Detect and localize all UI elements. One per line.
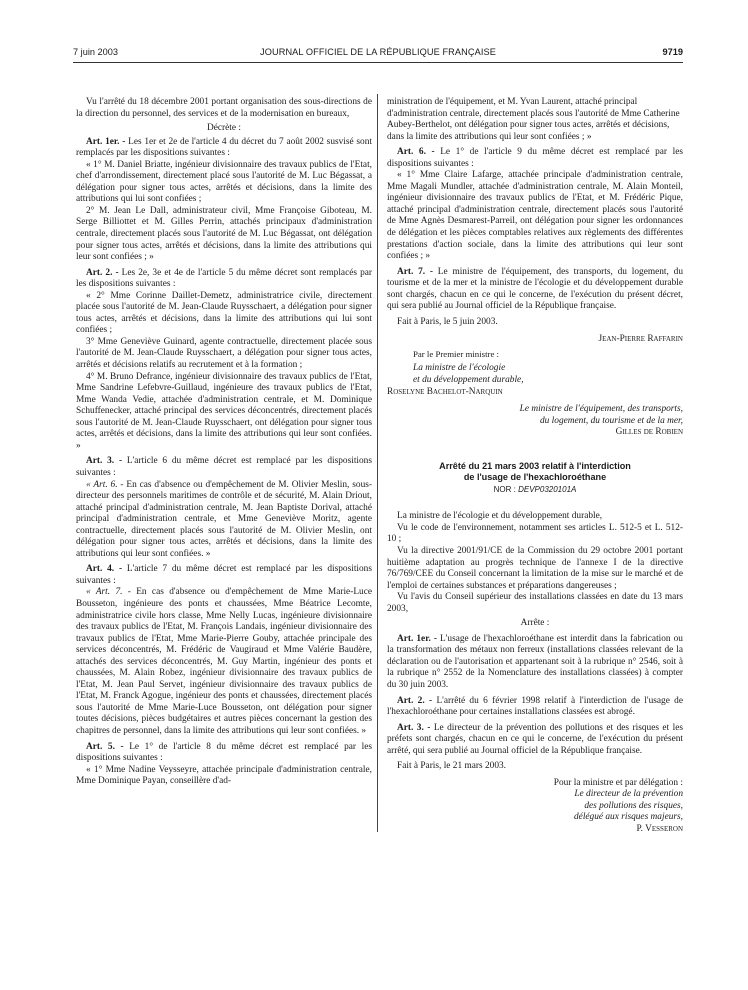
paragraph-text: Décrète : [207,123,241,134]
paragraph [76,268,372,291]
paragraph-text: La ministre de l'écologie et du développement durable, [397,511,603,522]
paragraph-text: Le ministre de l'équipement, des transports, du logement, du tourisme et de la mer et la ministre de l'écologie et du développement durable sont chargés, chacun en ce qui le concerne, de l'exécution du présent décret, qui sera publié au Journal officiel de la République française. [387,266,683,312]
arrete-nor [387,484,683,496]
header-page-number: 9719 [662,47,683,57]
paragraph-text: Les 1er et 2e de l'article 4 du décret du 7 août 2002 susvisé sont remplacés par les dispositions suivantes : [76,136,372,159]
signature-min-eq-line1: Le ministre de l'équipement, des transports, [519,404,683,415]
paragraph [387,317,683,329]
paragraph [387,511,683,523]
signature-min-eco-line1: La ministre de l'écologie [413,363,506,374]
paragraph-text: - En cas d'absence ou d'empêchement de M. Olivier Meslin, sous-directeur des personnels maritimes de contrôle et de sécurité, M. Alain Driout, attaché principal d'administration centrale, M. Jean Baptiste Dorival, attaché principal d'administration centrale, et Mme Geneviève Moritz, agente contractuelle, directement placés sous l'autorité de M. Olivier Meslin, ont délégation pour signer tous actes, arrêtés et décisions, dans la limite des attributions qui leur sont confiées. » [76,479,372,559]
paragraph-text: L'article 6 du même décret est remplacé par les dispositions suivantes : [76,456,372,478]
paragraph [387,761,683,773]
arrete-title-line2: de l'usage de l'hexachloroéthane [463,471,607,482]
paragraph-text: ministration de l'équipement, et M. Yvan Laurent, attaché principal d'administration centrale, directement placés sous l'autorité de Mme Catherine Aubey-Berthelot, ont délégation pour signer tous actes, arrêtés et décisions, dans la limite des attributions qui leur sont confiées ; » [387,97,680,142]
paragraph-text: Fait à Paris, le 21 mars 2003. [397,761,506,772]
paragraph [76,337,372,372]
paragraph [387,592,683,615]
signature-min-eq-line2: du logement, du tourisme et de la mer, [540,415,683,426]
column-divider [377,94,378,832]
paragraph [387,523,683,546]
signature2-role-line1: Le directeur de la prévention [574,789,683,800]
paragraph-text: « 2° Mme Corinne Daillet-Demetz, administratrice civile, directement placée sous l'autorité de M. Jean-Claude Ruysschaert, a délégation pour signer tous actes, arrêtés et décisions, dans la limite des attributions qui lui sont confiées ; [76,290,372,336]
paragraph-text: L'usage de l'hexachloroéthane est interdit dans la fabrication ou la transformation des métaux non ferreux (installations classées relevant de la déclaration ou de l'autorisation et appartenant soit à la rubrique n° 2546, soit à la rubrique n° 2552 de la Nomenclature des installations classées) à compter du 30 juin 2003. [387,633,683,690]
paragraph-text: 2° M. Jean Le Dall, administrateur civil, Mme Françoise Giboteau, M. Serge Billiottet et M. Gilles Perrin, attachés principaux d'administration centrale, directement placés sous l'autorité de M. Luc Bégassat, ont délégation pour signer tous actes, arrêtés et décisions, dans la limite des attributions qui leur sont confiées ; » [76,205,372,263]
paragraph-text: Arrête : [520,618,550,629]
paragraph [387,170,683,262]
paragraph [76,206,372,264]
paragraph-text: Le 1° de l'article 9 du même décret est remplacé par les dispositions suivantes : [387,147,683,169]
header-rule [73,62,683,63]
paragraph-text: 4° M. Bruno Defrance, ingénieur divisionnaire des travaux publics de l'Etat, Mme Sandrine Lefebvre-Guillaud, ingénieure des travaux publics de l'Etat, Mme Wanda Vedie, attachée d'administration centrale, et M. Dominique Schuffenecker, attaché principal des services déconcentrés, directement placés sous l'autorité de M. Jean-Claude Ruysschaert, ont délégation pour signer tous actes, arrêtés et décisions, dans la limite des attributions qui leur sont confiées. » [76,371,372,451]
signature2-role-line3: délégué aux risques majeurs, [574,812,683,823]
article-label: Art. 1er. - [86,136,126,147]
nor-code: DEVP0320101A [518,484,577,494]
paragraph [76,742,372,765]
paragraph [76,587,372,737]
left-column-text [76,97,372,788]
paragraph-text: L'article 7 du même décret est remplacé par les dispositions suivantes : [76,564,372,586]
paragraph [387,634,683,692]
article-label: Art. 4. - [86,564,123,575]
paragraph-text: Vu la directive 2001/91/CE de la Commission du 29 octobre 2001 portant huitième adaptation au progrès technique de l'annexe I de la directive 76/769/CEE du Conseil concernant la limitation de la mise sur le marché et de l'emploi de certaines substances et préparations dangereuses ; [387,545,683,591]
paragraph [387,546,683,592]
paragraph-text: « 1° Mme Claire Lafarge, attachée principale d'administration centrale, Mme Magali Mundler, attachée d'administration centrale, M. Alain Monteil, ingénieur divisionnaire des travaux publics de l'Etat, et M. Frédéric Pique, attaché principal d'administration centrale, directement placés sous l'autorité de Mme Agnès Desmarest-Parreil, ont délégation pour signer les ordonnances de délégation et les pièces comptables relatives aux règlements des différentes prestations d'action sociale, dans la limite des attributions qui leur sont confiées ; » [387,170,683,262]
paragraph [76,97,372,120]
header-date: 7 juin 2003 [73,47,118,57]
paragraph [387,267,683,313]
article-label: Art. 2. - [397,695,433,706]
paragraph-text: Vu l'arrêté du 18 décembre 2001 portant organisation des sous-directions de la direction du personnel, des services et de la modernisation en bureaux, [76,97,372,119]
paragraph [76,137,372,160]
article-quote-label: « Art. 7. [86,587,123,598]
paragraph [76,765,372,788]
paragraph [387,723,683,758]
paragraph [76,123,372,135]
paragraph [76,564,372,587]
paragraph [76,291,372,337]
header-journal-title: JOURNAL OFFICIEL DE LA RÉPUBLIQUE FRANÇAISE [260,47,496,57]
arrete-title-line1: Arrêté du 21 mars 2003 relatif à l'interdiction [439,460,631,471]
article-label: Art. 5. - [86,741,124,752]
article-label: Art. 3. - [86,456,123,467]
paragraph-text: Vu l'avis du Conseil supérieur des installations classées en date du 13 mars 2003, [387,592,683,614]
paragraph [387,696,683,719]
paragraph-text: Les 2e, 3e et 4e de l'article 5 du même décret sont remplacés par les dispositions suivantes : [76,267,372,290]
paragraph [76,480,372,561]
right-column [387,97,683,836]
left-column [76,97,372,788]
paragraph-text: « 1° Mme Nadine Veysseyre, attachée principale d'administration centrale, Mme Dominique Payan, conseillère d'ad- [76,764,372,787]
arrete-body [387,511,683,772]
paragraph-text: Le directeur de la prévention des pollutions et des risques et les préfets sont chargés, chacun en ce qui le concerne, de l'exécution du présent arrêté, qui sera publié au Journal officiel de la République française. [387,722,684,756]
paragraph-text: Fait à Paris, le 5 juin 2003. [397,316,498,327]
paragraph [387,618,683,630]
article-label: Art. 7. - [397,266,434,277]
signature-by-pm: Par le Premier ministre : [413,348,499,359]
signature-prime-minister: Jean-Pierre Raffarin [598,334,683,345]
arrete-title [387,461,683,483]
article-label: Art. 6. - [397,147,435,158]
page-header [73,47,683,61]
signature2-role-line2: des pollutions des risques, [584,800,683,811]
paragraph [387,97,683,143]
article-label: Art. 2. - [86,267,119,278]
article-quote-label: « Art. 6. [86,479,118,490]
signature2-name: P. Vesseron [636,823,683,834]
paragraph [387,147,683,170]
signature2-by: Pour la ministre et par délégation : [553,777,683,788]
paragraph-text: Vu le code de l'environnement, notamment ses articles L. 512-5 et L. 512-10 ; [387,522,683,545]
paragraph [76,456,372,479]
paragraph-text: Le 1° de l'article 8 du même décret est remplacé par les dispositions suivantes : [76,741,372,764]
paragraph-text: L'arrêté du 6 février 1998 relatif à l'interdiction de l'usage de l'hexachloroéthane pour certaines installations classées est abrogé. [387,695,683,718]
paragraph-text: - En cas d'absence ou d'empêchement de Mme Marie-Luce Bousseton, ingénieure des ponts et chaussées, Mme Béatrice Lecomte, administratrice civile hors classe, Mme Nelly Lucas, ingénieure divisionnaire des travaux publics de l'Etat, M. François Landais, ingénieur divisionnaire des travaux publics de l'Etat, Mme Marie-Pierre Gouby, attachée principale des services déconcentrés, M. Frédéric de Vaugiraud et Mme Valérie Baudère, attachés des services déconcentrés, M. Guy Martin, ingénieur des ponts et chaussées, M. Alain Robez, ingénieur divisionnaire des travaux publics de l'Etat, M. Jean Paul Servet, ingénieur divisionnaire des travaux publics de l'Etat, M. Franck Agogue, ingénieur des ponts et chaussées, directement placés sous l'autorité de Mme Marie-Luce Bousseton, ont délégation pour signer toutes décisions, pièces budgétaires et autres pièces concernant la gestion des chapitres de personnel, dans la limite des attributions qui leur sont confiées. » [76,587,372,736]
signature-min-eco-name: Roselyne Bachelot-Narquin [387,386,503,397]
signature-min-eco-line2: et du développement durable, [413,375,524,386]
paragraph-text: 3° Mme Geneviève Guinard, agente contractuelle, directement placée sous l'autorité de M. Jean-Claude Ruysschaert, a délégation pour signer tous actes, arrêtés et décisions relatifs au recrutement et à la formation ; [76,336,372,371]
article-label: Art. 3. - [397,722,431,733]
nor-label: NOR : [493,484,519,494]
paragraph-text: « 1° M. Daniel Briatte, ingénieur divisionnaire des travaux publics de l'Etat, chef d'arrondissement, directement placé sous l'autorité de M. Luc Bégassat, a délégation pour signer tous actes, arrêtés et décisions, dans la limite des attributions qui lui sont confiées ; [76,159,372,205]
article-label: Art. 1er. - [397,633,437,644]
decree-continuation [387,97,683,328]
paragraph [76,372,372,453]
signature-min-eq-name: Gilles de Robien [615,427,683,438]
paragraph [76,160,372,206]
